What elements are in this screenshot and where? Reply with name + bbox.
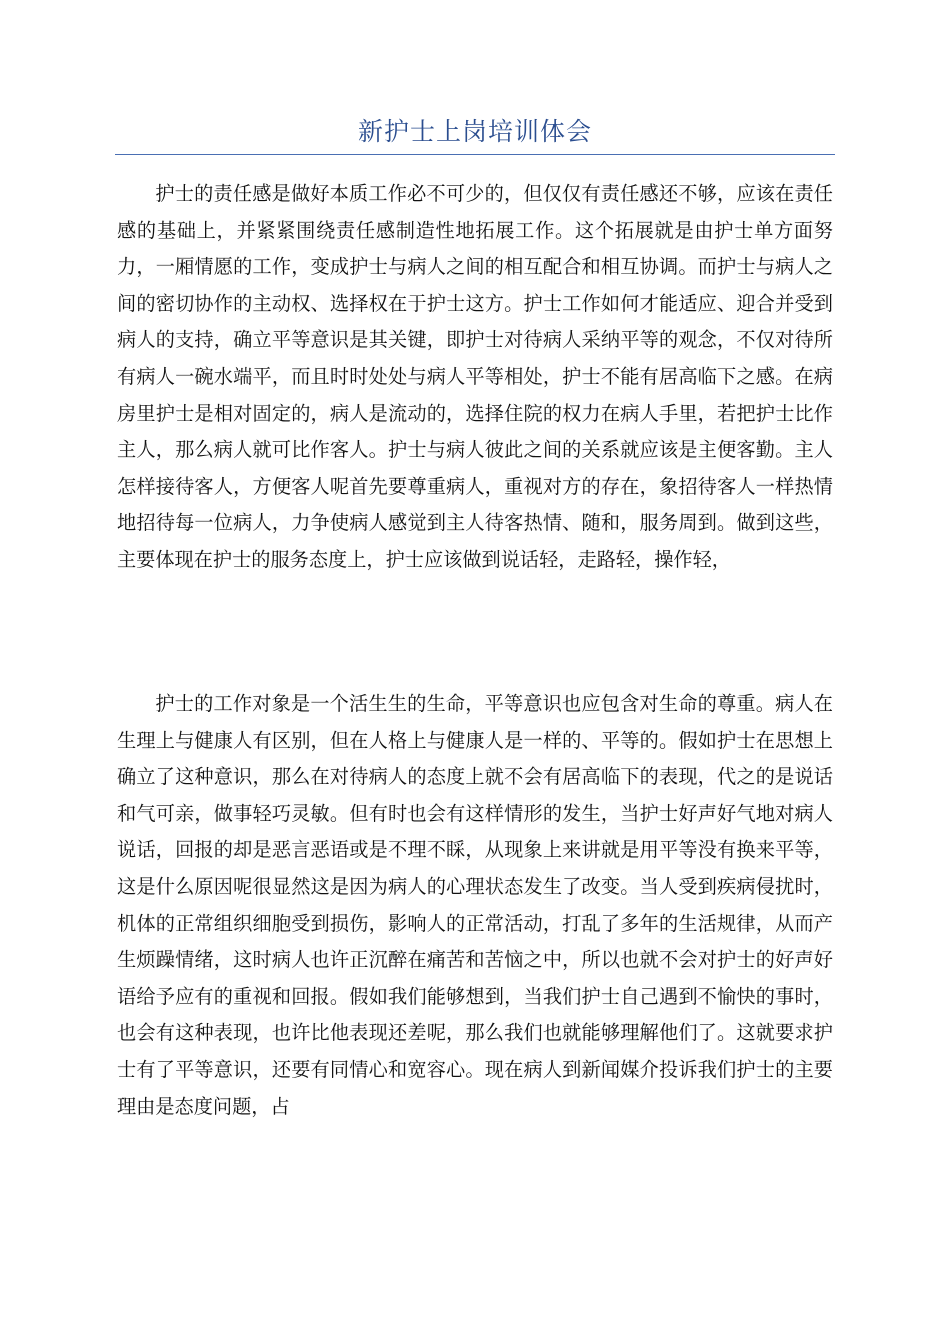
body-paragraph-2: 护士的工作对象是一个活生生的生命，平等意识也应包含对生命的尊重。病人在生理上与健康人有区别，但在人格上与健康人是一样的、平等的。假如护士在思想上确立了这种意识，那么在对待病人的态度上就不会有居高临下的表现，代之的是说话和气可亲，做事轻巧灵敏。但有时也会有这样情形的发生，当护士好声好气地对病人说话，回报的却是恶言恶语或是不理不睬，从现象上来讲就是用平等没有换来平等，这是什么原因呢很显然这是因为病人的心理状态发生了改变。当人受到疾病侵扰时，机体的正常组织细胞受到损伤，影响人的正常活动，打乱了多年的生活规律，从而产生烦躁情绪，这时病人也许正沉醉在痛苦和苦恼之中，所以也就不会对护士的好声好语给予应有的重视和回报。假如我们能够想到，当我们护士自己遇到不愉快的事时，也会有这种表现，也许比他表现还差呢，那么我们也就能够理解他们了。这就要求护士有了平等意识，还要有同情心和宽容心。现在病人到新闻媒介投诉我们护士的主要理由是态度问题，占 — [117, 692, 833, 1118]
body-paragraph-1: 护士的责任感是做好本质工作必不可少的，但仅仅有责任感还不够，应该在责任感的基础上，并紧紧围绕责任感制造性地拓展工作。这个拓展就是由护士单方面努力，一厢情愿的工作，变成护士与病人之间的相互配合和相互协调。而护士与病人之间的密切协作的主动权、选择权在于护士这方。护士工作如何才能适应、迎合并受到病人的支持，确立平等意识是其关键，即护士对待病人采纳平等的观念，不仅对待所有病人一碗水端平，而且时时处处与病人平等相处，护士不能有居高临下之感。在病房里护士是相对固定的，病人是流动的，选择住院的权力在病人手里，若把护士比作主人，那么病人就可比作客人。护士与病人彼此之间的关系就应该是主便客勤。主人怎样接待客人，方便客人呢首先要尊重病人，重视对方的存在，象招待客人一样热情地招待每一位病人，力争使病人感觉到主人待客热情、随和，服务周到。做到这些，主要体现在护士的服务态度上，护士应该做到说话轻，走路轻，操作轻， — [117, 182, 833, 571]
title-underline-divider — [115, 154, 835, 155]
document-title: 新护士上岗培训体会 — [357, 117, 592, 146]
